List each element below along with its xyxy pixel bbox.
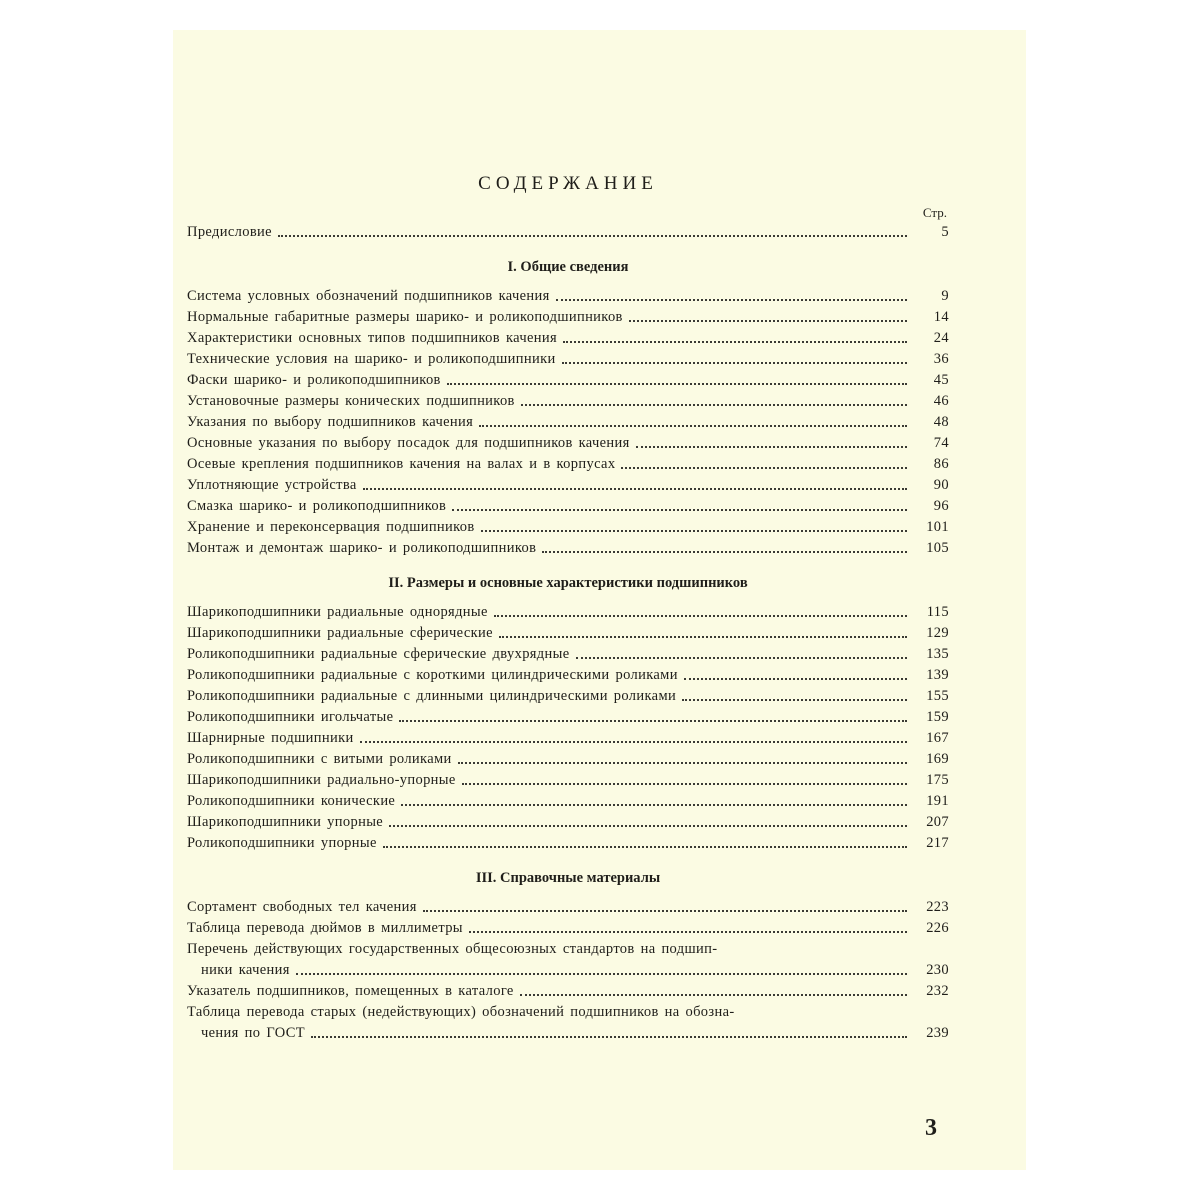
toc-entry [187, 897, 949, 918]
dot-leader [636, 446, 907, 448]
toc-entry-title: Смазка шарико- и роликоподшипников [187, 498, 447, 514]
dot-leader [556, 299, 907, 301]
toc-entry [187, 918, 949, 939]
toc-section [187, 868, 949, 1044]
toc-entry-title: Основные указания по выбору посадок для подшипников качения [187, 435, 630, 451]
dot-leader [621, 467, 907, 469]
dot-leader [399, 720, 907, 722]
toc-entry-page: 101 [926, 519, 949, 535]
toc-entry [187, 623, 949, 644]
toc-entry [187, 939, 949, 981]
toc-entry [187, 307, 949, 328]
toc-entry-title: Указатель подшипников, помещенных в каталоге [187, 983, 514, 999]
toc-entry [187, 644, 949, 665]
toc-entry-page: 191 [926, 793, 949, 809]
toc-entry-page: 129 [926, 625, 949, 641]
toc-entry-page: 74 [933, 435, 949, 451]
dot-leader [520, 994, 907, 996]
dot-leader [447, 383, 907, 385]
dot-leader [521, 404, 907, 406]
toc-entry-title: Предисловие [187, 224, 272, 240]
toc-entry-page: 167 [926, 730, 949, 746]
toc-entry-title-line1: Таблица перевода старых (недействующих) обозначений подшипников на обозна- [187, 1004, 735, 1020]
dot-leader [562, 362, 907, 364]
dot-leader [401, 804, 907, 806]
toc-entry-page: 96 [933, 498, 949, 514]
toc-entry-title: Шарикоподшипники радиально-упорные [187, 772, 456, 788]
toc-entry-page: 226 [926, 920, 949, 936]
toc-entry-page: 9 [941, 288, 949, 304]
toc-entry [187, 475, 949, 496]
toc-entry-page: 90 [933, 477, 949, 493]
toc-entry-page: 14 [933, 309, 949, 325]
toc-entry [187, 707, 949, 728]
toc-entry-title: Указания по выбору подшипников качения [187, 414, 474, 430]
toc-entry-title: Нормальные габаритные размеры шарико- и роликоподшипников [187, 309, 623, 325]
toc-entry-title: Характеристики основных типов подшипников качения [187, 330, 557, 346]
dot-leader [278, 235, 907, 237]
book-page [173, 30, 1026, 1170]
toc-entry [187, 770, 949, 791]
dot-leader [469, 931, 907, 933]
toc-entry-page: 217 [926, 835, 949, 851]
toc-entry [187, 791, 949, 812]
toc-entry-page: 175 [926, 772, 949, 788]
toc-entry [187, 328, 949, 349]
toc-section [187, 257, 949, 559]
toc-entry-title: Роликоподшипники радиальные с длинными цилиндрическими роликами [187, 688, 677, 704]
toc-entry-page: 36 [933, 351, 949, 367]
dot-leader [296, 973, 907, 975]
dot-leader [383, 846, 907, 848]
toc-entry-page: 239 [926, 1025, 949, 1041]
toc-entry-preface [187, 222, 949, 243]
toc-entry-title-line2: чения по ГОСТ [201, 1025, 305, 1041]
toc-entry [187, 349, 949, 370]
toc-entry-page: 232 [926, 983, 949, 999]
toc-sections [187, 257, 949, 1044]
toc-entry-title: Технические условия на шарико- и роликоподшипники [187, 351, 556, 367]
section-title: III. Справочные материалы [475, 870, 661, 886]
toc-entry [187, 370, 949, 391]
toc-entry-title: Шарикоподшипники упорные [187, 814, 384, 830]
dot-leader [360, 741, 907, 743]
toc-entry-title: Таблица перевода дюймов в миллиметры [187, 920, 463, 936]
dot-leader [462, 783, 907, 785]
toc-entry-title: Роликоподшипники радиальные сферические двухрядные [187, 646, 570, 662]
dot-leader [576, 657, 907, 659]
section-title: II. Размеры и основные характеристики подшипников [388, 575, 748, 591]
toc-entry-title: Хранение и переконсервация подшипников [187, 519, 475, 535]
toc-entry [187, 517, 949, 538]
toc-entry-page: 230 [926, 962, 949, 978]
toc-entry [187, 686, 949, 707]
toc-entry [187, 412, 949, 433]
dot-leader [481, 530, 907, 532]
toc-entry-page: 159 [926, 709, 949, 725]
toc-entry-page: 48 [933, 414, 949, 430]
toc-entry-title: Установочные размеры конических подшипников [187, 393, 515, 409]
toc-entry [187, 812, 949, 833]
toc-entry-page: 45 [933, 372, 949, 388]
toc-entry-title: Монтаж и демонтаж шарико- и роликоподшипников [187, 540, 537, 556]
toc-entry [187, 433, 949, 454]
toc-entry-title: Система условных обозначений подшипников качения [187, 288, 550, 304]
toc-entry-page: 155 [926, 688, 949, 704]
toc-entry [187, 981, 949, 1002]
dot-leader [629, 320, 907, 322]
toc-entry-title-line1: Перечень действующих государственных общесоюзных стандартов на подшип- [187, 941, 718, 957]
toc-entry-title: Шарикоподшипники радиальные однорядные [187, 604, 488, 620]
dot-leader [452, 509, 907, 511]
dot-leader [684, 678, 907, 680]
dot-leader [311, 1036, 907, 1038]
toc-entry [187, 538, 949, 559]
toc-entry-page: 105 [926, 540, 949, 556]
toc-entry-title: Шарнирные подшипники [187, 730, 354, 746]
toc-entry-page: 135 [926, 646, 949, 662]
toc-entry-title: Осевые крепления подшипников качения на валах и в корпусах [187, 456, 616, 472]
dot-leader [563, 341, 907, 343]
dot-leader [494, 615, 907, 617]
toc-entry-page: 139 [926, 667, 949, 683]
toc-entry-page: 24 [933, 330, 949, 346]
toc-entry-page: 86 [933, 456, 949, 472]
section-title: I. Общие сведения [507, 259, 629, 275]
toc-entry-page: 5 [941, 224, 949, 240]
toc-entry-title: Роликоподшипники с витыми роликами [187, 751, 452, 767]
toc-entry [187, 454, 949, 475]
toc-entry-title-line2: ники качения [201, 962, 290, 978]
toc-entry [187, 1002, 949, 1044]
toc-entry-page: 169 [926, 751, 949, 767]
toc-entry-title: Роликоподшипники игольчатые [187, 709, 394, 725]
toc-entry-title: Роликоподшипники радиальные с короткими цилиндрическими роликами [187, 667, 678, 683]
toc-entry-page: 207 [926, 814, 949, 830]
dot-leader [389, 825, 907, 827]
toc-entry-page: 223 [926, 899, 949, 915]
page-number: 3 [925, 1115, 937, 1141]
toc-heading: СОДЕРЖАНИЕ [478, 173, 658, 194]
toc-entry-title: Сортамент свободных тел качения [187, 899, 417, 915]
dot-leader [479, 425, 907, 427]
toc-entry-title: Роликоподшипники упорные [187, 835, 377, 851]
toc-entry-title: Роликоподшипники конические [187, 793, 396, 809]
toc-entry [187, 496, 949, 517]
dot-leader [363, 488, 907, 490]
toc-entry [187, 728, 949, 749]
toc-section [187, 573, 949, 854]
toc-entry-title: Шарикоподшипники радиальные сферические [187, 625, 493, 641]
toc-entry-title: Уплотняющие устройства [187, 477, 357, 493]
toc-entry [187, 286, 949, 307]
dot-leader [499, 636, 907, 638]
toc-entry [187, 833, 949, 854]
toc-entry [187, 602, 949, 623]
dot-leader [458, 762, 907, 764]
dot-leader [542, 551, 907, 553]
toc-entry [187, 749, 949, 770]
toc-entry [187, 665, 949, 686]
toc-entry [187, 391, 949, 412]
toc-entry-page: 115 [926, 604, 949, 620]
page-column-label: Стр. [922, 205, 947, 220]
table-of-contents [187, 172, 949, 1044]
toc-entry-title: Фаски шарико- и роликоподшипников [187, 372, 441, 388]
toc-entry-page: 46 [933, 393, 949, 409]
dot-leader [682, 699, 907, 701]
dot-leader [423, 910, 907, 912]
